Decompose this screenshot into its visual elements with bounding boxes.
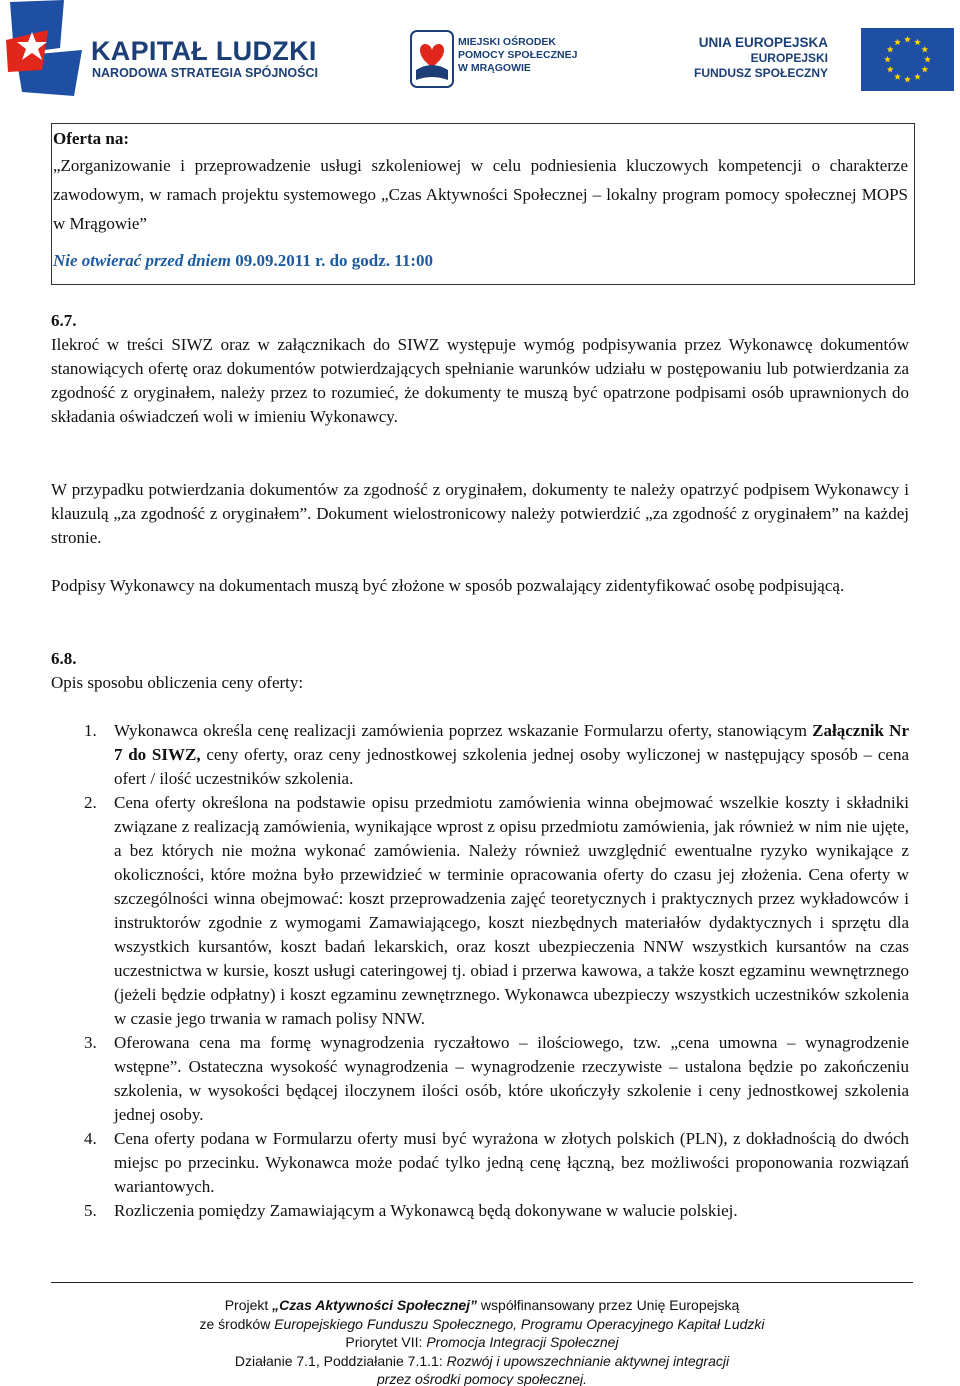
eu-stars-icon <box>861 28 954 91</box>
footer-line-1 <box>51 1296 913 1315</box>
eu-star-icon <box>914 39 921 46</box>
opening-deadline <box>53 250 908 272</box>
mops-line-2: POMOCY SPOŁECZNEJ <box>458 49 578 61</box>
footer-text: Projekt <box>224 1297 273 1313</box>
list-item-text: Oferowana cena ma formę wynagrodzenia ryczałtowo – ilościowego, tzw. „cena umowna – wynagrodzenie wstępne”. Ostateczna wysokość wynagrodzenia – wynagrodzenie rzeczywiste – ustalona będzie po zakończeniu szkolenia, w wysokości będącej iloczynem ilości osób, które ukończyły szkolenie i ceny jednostkowej szkolenia jednej osoby. <box>114 1033 909 1124</box>
section-6-7-paragraph-3: Podpisy Wykonawcy na dokumentach muszą być złożone w sposób pozwalający zidentyfikować osobę podpisującą. <box>51 576 845 595</box>
list-item <box>84 719 909 791</box>
list-item-text-after: ceny oferty, oraz ceny jednostkowej szkolenia jednej osoby wyliczonej w następujący sposób – cena ofert / ilość uczestników szkolenia. <box>114 745 909 788</box>
offer-box <box>51 123 915 285</box>
offer-label: Oferta na: <box>53 129 130 148</box>
kapital-ludzki-title: KAPITAŁ LUDZKI <box>91 36 317 66</box>
footer-line-5: przez ośrodki pomocy społecznej. <box>376 1371 588 1386</box>
deadline-prefix: Nie otwierać przed dniem <box>53 251 232 270</box>
list-item <box>84 1127 909 1199</box>
kapital-ludzki-subtitle: NARODOWA STRATEGIA SPÓJNOŚCI <box>92 66 318 80</box>
mops-line-1: MIEJSKI OŚRODEK <box>458 36 557 48</box>
footer-line-3 <box>51 1333 913 1352</box>
eu-line-2: EUROPEJSKI <box>750 51 828 65</box>
section-6-8-number: 6.8. <box>51 649 77 668</box>
footer-text: ze środków <box>199 1315 275 1332</box>
footer-project-name: „Czas Aktywności Społecznej” <box>272 1297 478 1313</box>
eu-star-icon <box>904 76 911 83</box>
section-6-7-paragraph-2: W przypadku potwierdzania dokumentów za zgodność z oryginałem, dokumenty te należy opatrzyć podpisem Wykonawcy i klauzulą „za zgodność z oryginałem”. Dokument wielostronicowy należy potwierdzić „za zgodność z oryginałem” na każdej stronie. <box>51 480 909 547</box>
mops-emblem-icon <box>410 30 454 88</box>
eu-flag-icon <box>861 28 954 91</box>
kapital-ludzki-emblem-icon <box>2 0 90 100</box>
list-item <box>84 1199 909 1223</box>
list-item-text: Rozliczenia pomiędzy Zamawiającym a Wykonawcą będą dokonywane w walucie polskiej. <box>114 1201 738 1220</box>
eu-line-1: UNIA EUROPEJSKA <box>698 35 828 50</box>
eu-star-icon <box>921 46 928 53</box>
page-footer <box>51 1296 913 1386</box>
eu-star-icon <box>894 73 901 80</box>
footer-line-4 <box>51 1352 913 1371</box>
footer-text: Priorytet VII: <box>345 1334 427 1350</box>
eu-star-icon <box>921 66 928 73</box>
deadline-date: 09.09.2011 r. do godz. 11:00 <box>231 251 433 270</box>
footer-divider <box>51 1282 913 1283</box>
list-item-bold-text: Załącznik Nr 7 do SIWZ, <box>114 721 910 764</box>
footer-text: współfinansowany przez Unię Europejską <box>477 1297 740 1313</box>
mops-line-3: W MRĄGOWIE <box>458 62 531 74</box>
list-item-number: 2. <box>84 793 97 812</box>
eu-line-3: FUNDUSZ SPOŁECZNY <box>693 66 828 80</box>
section-6-8-heading: Opis sposobu obliczenia ceny oferty: <box>51 673 304 692</box>
list-item-text-before: Wykonawca określa cenę realizacji zamówienia poprzez wskazanie Formularzu oferty, stanowiącym <box>114 721 813 740</box>
footer-priority-name: Promocja Integracji Społecznej <box>426 1334 619 1350</box>
list-item-number: 1. <box>84 721 97 740</box>
list-item-number: 5. <box>84 1201 97 1220</box>
eu-star-icon <box>924 56 931 63</box>
eu-star-icon <box>914 73 921 80</box>
eu-star-icon <box>887 46 894 53</box>
list-item-number: 3. <box>84 1033 97 1052</box>
eu-star-icon <box>884 56 891 63</box>
list-item <box>84 791 909 1031</box>
section-6-7-paragraph-1: Ilekroć w treści SIWZ oraz w załącznikach do SIWZ występuje wymóg podpisywania przez Wykonawcę dokumentów stanowiących ofertę oraz dokumentów potwierdzających spełnianie warunków udziału w postępowaniu lub potwierdzania za zgodność z oryginałem, należy przez to rozumieć, że dokumenty te muszą być opatrzone podpisami osób uprawnionych do składania oświadczeń woli w imieniu Wykonawcy. <box>51 335 909 426</box>
eu-star-icon <box>887 66 894 73</box>
footer-line-2 <box>51 1315 913 1334</box>
eu-star-icon <box>894 39 901 46</box>
footer-fund-name: Europejskiego Funduszu Społecznego, Programu Operacyjnego Kapitał Ludzki <box>274 1315 765 1332</box>
list-item <box>84 1031 909 1127</box>
list-item-number: 4. <box>84 1129 97 1148</box>
list-item-text: Cena oferty określona na podstawie opisu przedmiotu zamówienia winna obejmować wszelkie koszty i składniki związane z realizacją zamówienia, wynikające wprost z opisu przedmiotu zamówienia, jak również w nim nie ujęte, a bez których nie można wykonać zamówienia. Należy również uwzględnić ewentualne ryzyko wynikające z okoliczności, które można było przewidzieć w terminie opracowania oferty do czasu jej złożenia. Cena oferty w szczególności winna obejmować: koszt przeprowadzenia zajęć teoretycznych i praktycznych przez wykładowców i instruktorów zgodnie z wymogami Zamawiającego, koszt niezbędnych materiałów dydaktycznych i sprzętu dla wszystkich kursantów, koszt badań lekarskich, oraz koszt ubezpieczenia NNW wszystkich kursantów na czas uczestnictwa w kursie, koszt usługi cateringowej tj. obiad i przerwa kawowa, a także koszt egzaminu wewnętrznego (jeżeli będzie odpłatny) i koszt egzaminu zewnętrznego. Wykonawca ubezpieczy wszystkich uczestników szkolenia w czasie jego trwania w ramach polisy NNW. <box>114 793 909 1028</box>
price-calculation-list <box>84 719 909 1223</box>
footer-text: Działanie 7.1, Poddziałanie 7.1.1: <box>234 1352 447 1369</box>
offer-subject: „Zorganizowanie i przeprowadzenie usługi szkoleniowej w celu podniesienia kluczowych kompetencji o charakterze zawodowym, w ramach projektu systemowego „Czas Aktywności Społecznej – lokalny program pomocy społecznej MOPS w Mrągowie” <box>53 156 908 233</box>
kapital-ludzki-logo <box>2 0 318 100</box>
eu-logo <box>693 28 958 94</box>
mops-logo <box>410 30 590 90</box>
list-item-text: Cena oferty podana w Formularzu oferty musi być wyrażona w złotych polskich (PLN), z dokładnością do dwóch miejsc po przecinku. Wykonawca może podać tylko jedną cenę łączną, bez możliwości proponowania rozwiązań wariantowych. <box>114 1129 909 1196</box>
eu-star-icon <box>904 36 911 43</box>
footer-measure-name: Rozwój i upowszechnianie aktywnej integracji <box>446 1352 730 1369</box>
section-6-7-number: 6.7. <box>51 311 77 330</box>
